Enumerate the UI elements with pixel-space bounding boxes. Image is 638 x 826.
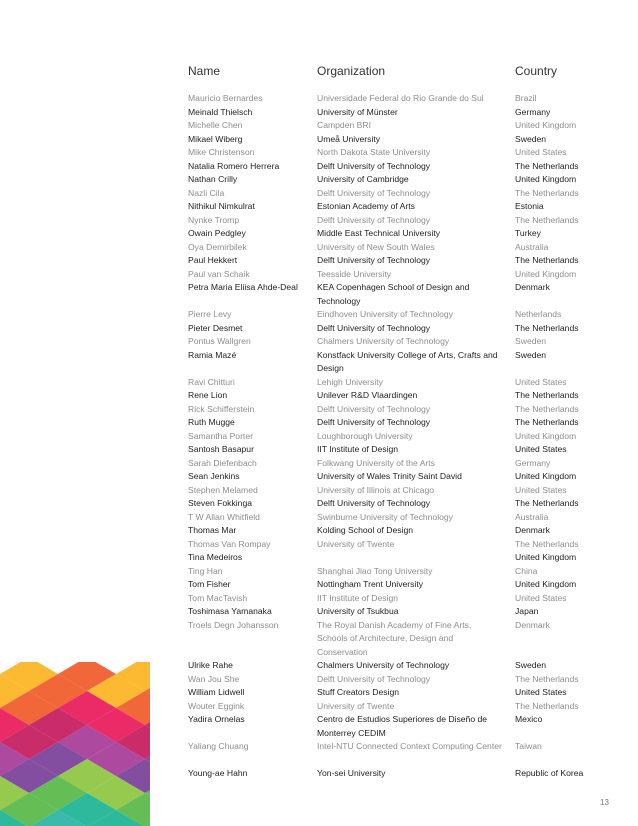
table-row <box>188 524 608 538</box>
participant-organization: Stuff Creators Design <box>317 687 399 697</box>
participant-organization: University of New South Wales <box>317 241 435 252</box>
participant-country: United States <box>515 147 567 157</box>
participant-organization: Delft University of Technology <box>317 214 431 225</box>
participant-country: United Kingdom <box>515 120 577 130</box>
participant-organization: Konstfack University College of Arts, Crafts and Design <box>317 349 498 373</box>
participant-name: Sean Jenkins <box>188 471 240 481</box>
participant-country: The Netherlands <box>515 538 579 549</box>
participant-name: T W Allan Whitfield <box>188 511 260 522</box>
participant-name: Steven Fokkinga <box>188 498 253 508</box>
participant-name: Pontus Wallgren <box>188 336 251 346</box>
participant-name: Ravi Chitturi <box>188 376 235 387</box>
participant-organization: University of Illinois at Chicago <box>317 484 435 495</box>
participant-name: Mauricio Bernardes <box>188 93 263 103</box>
participant-country: Denmark <box>515 619 550 630</box>
table-row <box>188 511 608 525</box>
participant-name: Stephen Melamed <box>188 484 258 495</box>
participant-country: United Kingdom <box>515 268 577 279</box>
table-row <box>188 322 608 336</box>
table-row <box>188 565 608 579</box>
participant-country: United States <box>515 376 567 387</box>
participant-name: Petra Maria Eliisa Ahde-Deal <box>188 282 298 292</box>
participant-country: Germany <box>515 457 551 468</box>
participant-name: Ramia Mazé <box>188 349 237 360</box>
participant-organization: Delft University of Technology <box>317 322 431 333</box>
participant-name: Tom MacTavish <box>188 592 248 603</box>
participant-country: United States <box>515 484 567 495</box>
participant-country: The Netherlands <box>515 255 579 265</box>
table-row <box>188 92 608 106</box>
participant-organization: Campden BRI <box>317 120 371 130</box>
table-row <box>188 700 608 714</box>
participant-organization: University of Twente <box>317 538 395 549</box>
table-row <box>188 133 608 147</box>
participant-name: Owain Pedgley <box>188 228 246 238</box>
participant-organization: Delft University of Technology <box>317 673 431 684</box>
participant-name: Young-ae Hahn <box>188 768 248 778</box>
table-row <box>188 200 608 214</box>
participant-country: United Kingdom <box>515 579 577 589</box>
participant-organization: KEA Copenhagen School of Design and Technology <box>317 282 470 306</box>
table-row <box>188 484 608 498</box>
participant-organization: University of Wales Trinity Saint David <box>317 471 462 481</box>
table-row <box>188 605 608 619</box>
table-row <box>188 146 608 160</box>
participant-organization: IIT Institute of Design <box>317 592 399 603</box>
participant-country: Sweden <box>515 133 547 144</box>
participant-country: Taiwan <box>515 741 542 751</box>
participant-country: The Netherlands <box>515 700 579 711</box>
participant-organization: University of Cambridge <box>317 174 409 184</box>
participant-name: Mike Christenson <box>188 147 255 157</box>
participant-organization: Intel-NTU Connected Context Computing Center <box>317 741 502 751</box>
table-row <box>188 673 608 687</box>
participant-organization: Delft University of Technology <box>317 498 431 508</box>
participant-country: United Kingdom <box>515 430 577 441</box>
participant-name: Natalia Romero Herrera <box>188 160 280 171</box>
participant-country: United States <box>515 687 567 697</box>
table-row <box>188 187 608 201</box>
participant-organization: Estonian Academy of Arts <box>317 201 415 211</box>
table-row <box>188 470 608 484</box>
table-row <box>188 767 608 781</box>
participant-country: United States <box>515 444 567 454</box>
participant-name: Santosh Basapur <box>188 444 254 454</box>
participant-name: Ulrike Rahe <box>188 660 233 670</box>
table-row <box>188 389 608 403</box>
participant-organization: Folkwang University of the Arts <box>317 457 435 468</box>
participant-organization: Umeå University <box>317 133 381 144</box>
participant-country: Sweden <box>515 660 547 670</box>
participant-name: Meinald Thielsch <box>188 106 253 117</box>
table-row <box>188 241 608 255</box>
table-row <box>188 214 608 228</box>
table-row <box>188 308 608 322</box>
table-row <box>188 160 608 174</box>
participant-organization: Kolding School of Design <box>317 525 414 535</box>
country-column-header: Country <box>515 64 558 78</box>
participant-organization: University of Tsukbua <box>317 606 399 616</box>
participant-name: Tina Medeiros <box>188 552 243 562</box>
participant-organization: Chalmers University of Technology <box>317 336 450 346</box>
table-row <box>188 376 608 390</box>
participant-organization: Centro de Estudios Superiores de Diseño de Monterrey CEDIM <box>317 714 488 738</box>
participant-organization: University of Twente <box>317 700 395 711</box>
table-row <box>188 430 608 444</box>
participant-country: Mexico <box>515 714 543 724</box>
table-row <box>188 416 608 430</box>
table-row <box>188 740 608 767</box>
participant-list <box>188 92 608 781</box>
decorative-diamond-pattern <box>0 662 150 826</box>
participant-country: The Netherlands <box>515 403 579 414</box>
participant-organization: Middle East Technical University <box>317 228 441 238</box>
table-row <box>188 457 608 471</box>
participant-name: Wouter Eggink <box>188 700 245 711</box>
participant-name: Thomas Van Rompay <box>188 538 271 549</box>
participant-country: The Netherlands <box>515 417 579 427</box>
participant-name: Nynke Tromp <box>188 214 240 225</box>
participant-organization: Lehigh University <box>317 376 383 387</box>
participant-organization: IIT Institute of Design <box>317 444 399 454</box>
table-row <box>188 551 608 565</box>
participant-country: United States <box>515 592 567 603</box>
table-row <box>188 619 608 660</box>
participant-organization: Delft University of Technology <box>317 417 431 427</box>
participant-country: Japan <box>515 606 539 616</box>
table-row <box>188 578 608 592</box>
participant-name: Yadira Ornelas <box>188 714 245 724</box>
participant-country: Sweden <box>515 349 547 360</box>
participant-organization: Universidade Federal do Rio Grande do Sul <box>317 93 484 103</box>
participant-organization: Delft University of Technology <box>317 160 431 171</box>
table-row <box>188 592 608 606</box>
participant-organization: Chalmers University of Technology <box>317 660 450 670</box>
participant-name: Nathan Crilly <box>188 174 238 184</box>
participant-country: Sweden <box>515 336 547 346</box>
participant-name: Wan Jou She <box>188 673 240 684</box>
participant-name: Rick Schifferstein <box>188 403 255 414</box>
participant-country: United Kingdom <box>515 471 577 481</box>
participant-country: Denmark <box>515 525 550 535</box>
table-row <box>188 106 608 120</box>
participant-organization: Delft University of Technology <box>317 403 431 414</box>
table-row <box>188 659 608 673</box>
table-row <box>188 173 608 187</box>
participant-country: Turkey <box>515 228 541 238</box>
participant-name: Nithikul Nimkulrat <box>188 201 255 211</box>
table-row <box>188 254 608 268</box>
participant-organization: Loughborough University <box>317 430 413 441</box>
participant-name: Yaliang Chuang <box>188 741 249 751</box>
table-header <box>188 64 598 80</box>
participant-name: Samantha Porter <box>188 430 253 441</box>
table-row <box>188 335 608 349</box>
participant-country: The Netherlands <box>515 390 579 400</box>
participant-name: Ruth Mugge <box>188 417 235 427</box>
participant-name: Mikael Wiberg <box>188 133 243 144</box>
table-row <box>188 227 608 241</box>
participant-country: Australia <box>515 511 549 522</box>
participant-country: The Netherlands <box>515 322 579 333</box>
table-row <box>188 538 608 552</box>
table-row <box>188 349 608 376</box>
participant-name: William Lidwell <box>188 687 245 697</box>
participant-country: The Netherlands <box>515 187 579 198</box>
participant-organization: Swinburne University of Technology <box>317 511 453 522</box>
participant-name: Nazli Cila <box>188 187 225 198</box>
participant-country: Estonia <box>515 201 544 211</box>
table-row <box>188 497 608 511</box>
table-row <box>188 403 608 417</box>
participant-country: Brazil <box>515 93 537 103</box>
participant-organization: Nottingham Trent University <box>317 579 424 589</box>
participant-organization: Teesside University <box>317 268 392 279</box>
participant-country: Australia <box>515 241 549 252</box>
participant-name: Pierre Levy <box>188 309 232 319</box>
participant-country: China <box>515 565 538 576</box>
participant-organization: North Dakota State University <box>317 147 431 157</box>
participant-country: The Netherlands <box>515 214 579 225</box>
participant-organization: Delft University of Technology <box>317 187 431 198</box>
participant-country: United Kingdom <box>515 552 577 562</box>
participant-name: Oya Demirbilek <box>188 241 247 252</box>
participant-organization: Delft University of Technology <box>317 255 431 265</box>
participant-country: Germany <box>515 106 551 117</box>
page-number: 13 <box>600 798 609 807</box>
table-row <box>188 686 608 700</box>
table-row <box>188 281 608 308</box>
participant-name: Tom Fisher <box>188 579 231 589</box>
participant-name: Michelle Chen <box>188 120 243 130</box>
participant-organization: Shanghai Jiao Tong University <box>317 565 433 576</box>
participant-organization: Eindhoven University of Technology <box>317 309 453 319</box>
participant-country: The Netherlands <box>515 673 579 684</box>
participant-name: Pieter Desmet <box>188 322 243 333</box>
participant-name: Rene Lion <box>188 390 228 400</box>
participant-country: Netherlands <box>515 309 562 319</box>
table-row <box>188 268 608 282</box>
participant-country: The Netherlands <box>515 498 579 508</box>
table-row <box>188 443 608 457</box>
participant-organization: University of Münster <box>317 106 398 117</box>
name-column-header: Name <box>188 64 221 78</box>
participant-country: Republic of Korea <box>515 768 584 778</box>
participant-organization: Unilever R&D Vlaardingen <box>317 390 418 400</box>
organization-column-header: Organization <box>317 64 386 78</box>
table-row <box>188 119 608 133</box>
participant-country: The Netherlands <box>515 160 579 171</box>
participant-name: Paul Hekkert <box>188 255 238 265</box>
participant-country: Denmark <box>515 282 550 292</box>
participant-name: Troels Degn Johansson <box>188 619 279 630</box>
participant-organization: Yon-sei University <box>317 768 386 778</box>
participant-name: Toshimasa Yamanaka <box>188 606 272 616</box>
participant-name: Ting Han <box>188 565 223 576</box>
participant-name: Paul van Schaik <box>188 268 250 279</box>
table-row <box>188 713 608 740</box>
participant-country: United Kingdom <box>515 174 577 184</box>
participant-name: Thomas Mar <box>188 525 237 535</box>
participant-name: Sarah Diefenbach <box>188 457 257 468</box>
participant-organization: The Royal Danish Academy of Fine Arts, Schools of Architecture, Design and Conservation <box>317 619 472 657</box>
